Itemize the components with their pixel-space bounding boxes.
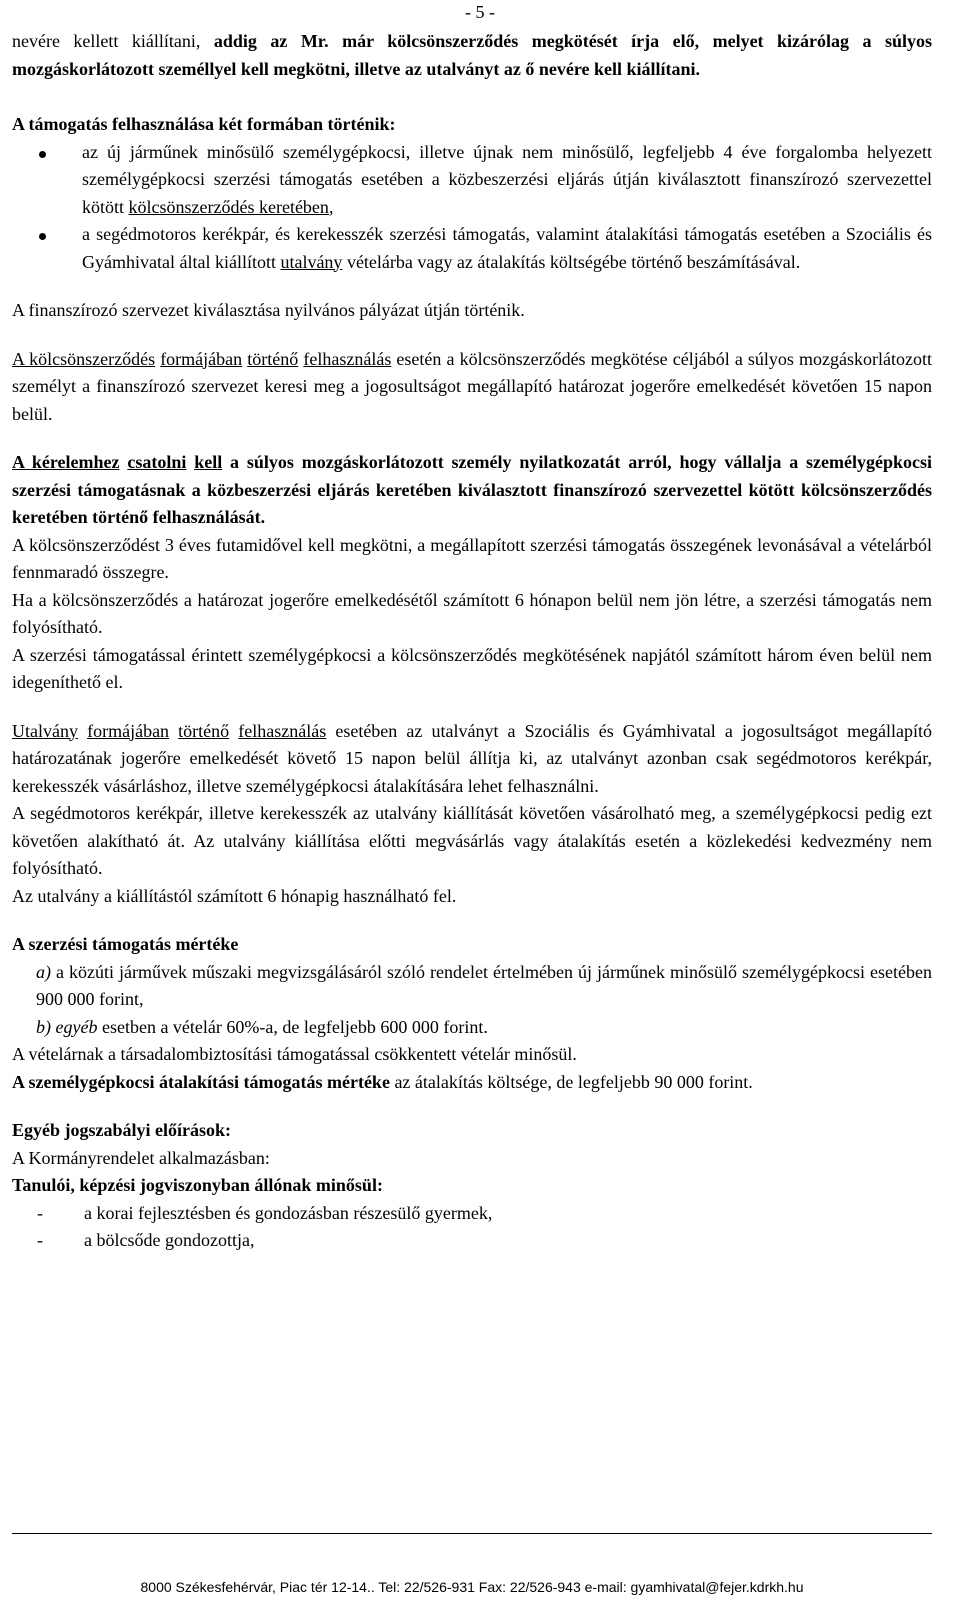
voucher-underlined-4: felhasználás: [238, 720, 327, 741]
alienation-paragraph: A szerzési támogatással érintett személygépkocsi a kölcsönszerződés megkötésének napjától számított három éven belül nem idegeníthető el.: [12, 644, 932, 692]
voucher-purchase-paragraph: A segédmotoros kerékpár, illetve kerekesszék az utalvány kiállítását követően vásárolható meg, a személygépkocsi pedig ezt követően alakítható át. Az utalvány kiállítása előtti megvásárlás vagy átalakítás esetén a közlekedési kedvezmény nem folyósítható.: [12, 803, 932, 878]
bullet-end-text: ,: [328, 196, 334, 217]
page-number: - 5 -: [465, 2, 495, 22]
government-decree-paragraph: A Kormányrendelet alkalmazásban:: [12, 1147, 270, 1168]
student-list-item: [37, 1227, 932, 1255]
space: [78, 721, 87, 741]
price-definition-paragraph: A vételárnak a társadalombiztosítási támogatással csökkentett vételár minősül.: [12, 1044, 577, 1064]
amount-item-a: [12, 959, 932, 1014]
loan-underlined-1: A kölcsönszerződés: [12, 348, 156, 369]
item-b-text: esetben a vételár 60%-a, de legfeljebb 600 000 forint.: [97, 1016, 488, 1037]
student-subheading: [12, 1172, 932, 1200]
dash-icon: -: [37, 1202, 43, 1223]
voucher-paragraph: [12, 718, 932, 801]
bullet-text: az új járműnek minősülő személygépkocsi, illetve újnak nem minősülő, legfeljebb 4 éve forgalomba helyezett személygépkocsi szerzési támogatás esetében a közbeszerzési eljárás útján kiválasztott finanszírozó szervezettel kötött: [82, 141, 932, 217]
student-subheading-text: Tanulói, képzési jogviszonyban állónak minősül:: [12, 1175, 383, 1195]
amount-heading: [12, 931, 932, 959]
intro-bold-text: addig az Mr. már kölcsönszerződés megkötését írja elő, melyet kizárólag a súlyos mozgáskorlátozott személlyel kell megkötni, illetve az utalványt az ő nevére kell kiállítani.: [12, 31, 932, 79]
intro-paragraph: [12, 28, 932, 83]
voucher-underlined-3: történő: [178, 720, 230, 741]
attach-underlined-3: kell: [194, 452, 223, 472]
space: [229, 721, 238, 741]
space: [169, 721, 178, 741]
amount-heading-text: A szerzési támogatás mértéke: [12, 934, 239, 954]
forms-list-item: [82, 221, 932, 276]
dash-icon: -: [37, 1230, 43, 1250]
list-item-text: a bölcsőde gondozottja,: [84, 1230, 255, 1250]
voucher-validity-paragraph: Az utalvány a kiállítástól számított 6 hónapig használható fel.: [12, 885, 457, 906]
conversion-bold-lead: A személygépkocsi átalakítási támogatás mértéke: [12, 1071, 390, 1092]
loan-deadline-paragraph: Ha a kölcsönszerződés a határozat jogerőre emelkedésétől számított 6 hónapon belül nem jön létre, a szerzési támogatás nem folyósítható.: [12, 589, 932, 637]
loan-text: esetén a kölcsönszerződés megkötése céljából a súlyos mozgáskorlátozott személyt a finanszírozó szervezet keresi meg a jogosultságot megállapító határozat jogerőre emelkedését követően 15 napon belül.: [12, 348, 933, 424]
attach-bold-text: a súlyos mozgáskorlátozott személy nyilatkozatát arról, hogy vállalja a személygépkocsi szerzési támogatásnak a közbeszerzési eljárás keretében kiválasztott finanszírozó szervezettel kötött kölcsönszerződés keretében történő felhasználását.: [12, 452, 933, 527]
space: [186, 452, 194, 472]
forms-list: [12, 139, 932, 277]
voucher-underlined-2: formájában: [87, 720, 170, 741]
intro-text: nevére kellett kiállítani,: [12, 31, 214, 51]
bullet-end-text: vételárba vagy az átalakítás költségébe történő beszámításával.: [342, 251, 801, 272]
forms-heading-text: A támogatás felhasználása két formában történik:: [12, 114, 396, 134]
footer-divider: [12, 1533, 932, 1534]
student-list-item: [37, 1200, 932, 1228]
forms-heading: [12, 111, 932, 139]
bullet-underlined-text: utalvány: [280, 251, 343, 272]
conversion-amount-paragraph: [12, 1069, 932, 1097]
item-a-label: a): [36, 961, 51, 982]
attach-underlined-2: csatolni: [127, 452, 187, 472]
footer-address: 8000 Székesfehérvár, Piac tér 12-14.. Tel: 22/526-931 Fax: 22/526-943 e-mail: gyamhivatal@fejer.kdrkh.hu: [140, 1579, 804, 1595]
other-heading: [12, 1117, 932, 1145]
loan-underlined-2: formájában: [160, 348, 243, 369]
loan-term-paragraph: A kölcsönszerződést 3 éves futamidővel kell megkötni, a megállapított szerzési támogatás összegének levonásával a vételárból fennmaradó összegre.: [12, 534, 932, 582]
amount-item-b: [12, 1014, 932, 1042]
attach-paragraph: [12, 449, 932, 532]
forms-list-item: [82, 139, 932, 222]
other-heading-text: Egyéb jogszabályi előírások:: [12, 1120, 231, 1140]
page-content: [12, 28, 932, 1255]
student-list: [12, 1200, 932, 1255]
voucher-underlined-1: Utalvány: [12, 720, 78, 741]
conversion-text: az átalakítás költsége, de legfeljebb 90 000 forint.: [389, 1071, 753, 1092]
loan-paragraph: [12, 346, 932, 429]
bullet-text: a segédmotoros kerékpár, és kerekesszék szerzési támogatás, valamint átalakítási támogatás esetében a Szociális és Gyámhivatal által kiállított: [82, 224, 932, 272]
loan-underlined-3: történő: [247, 348, 299, 369]
voucher-text: esetében az utalványt a Szociális és Gyámhivatal a jogosultságot megállapító határozatának jogerőre emelkedését követő 15 napon belül állítja ki, az utalványt azonban csak segédmotoros kerékpár, kerekesszék vásárláshoz, illetve személygépkocsi átalakítására lehet felhasználni.: [12, 720, 933, 796]
loan-underlined-4: felhasználás: [303, 348, 392, 369]
item-b-label: b) egyéb: [36, 1016, 98, 1037]
list-item-text: a korai fejlesztésben és gondozásban részesülő gyermek,: [84, 1202, 493, 1223]
bullet-icon: [39, 233, 46, 240]
bullet-underlined-text: kölcsönszerződés keretében: [128, 196, 329, 217]
attach-underlined-1: A kérelemhez: [12, 452, 120, 472]
bullet-icon: [39, 151, 46, 158]
item-a-text: a közúti járművek műszaki megvizsgálásáról szóló rendelet értelmében új járműnek minősülő személygépkocsi esetében 900 000 forint,: [36, 961, 932, 1009]
financier-paragraph: A finanszírozó szervezet kiválasztása nyilvános pályázat útján történik.: [12, 300, 525, 320]
